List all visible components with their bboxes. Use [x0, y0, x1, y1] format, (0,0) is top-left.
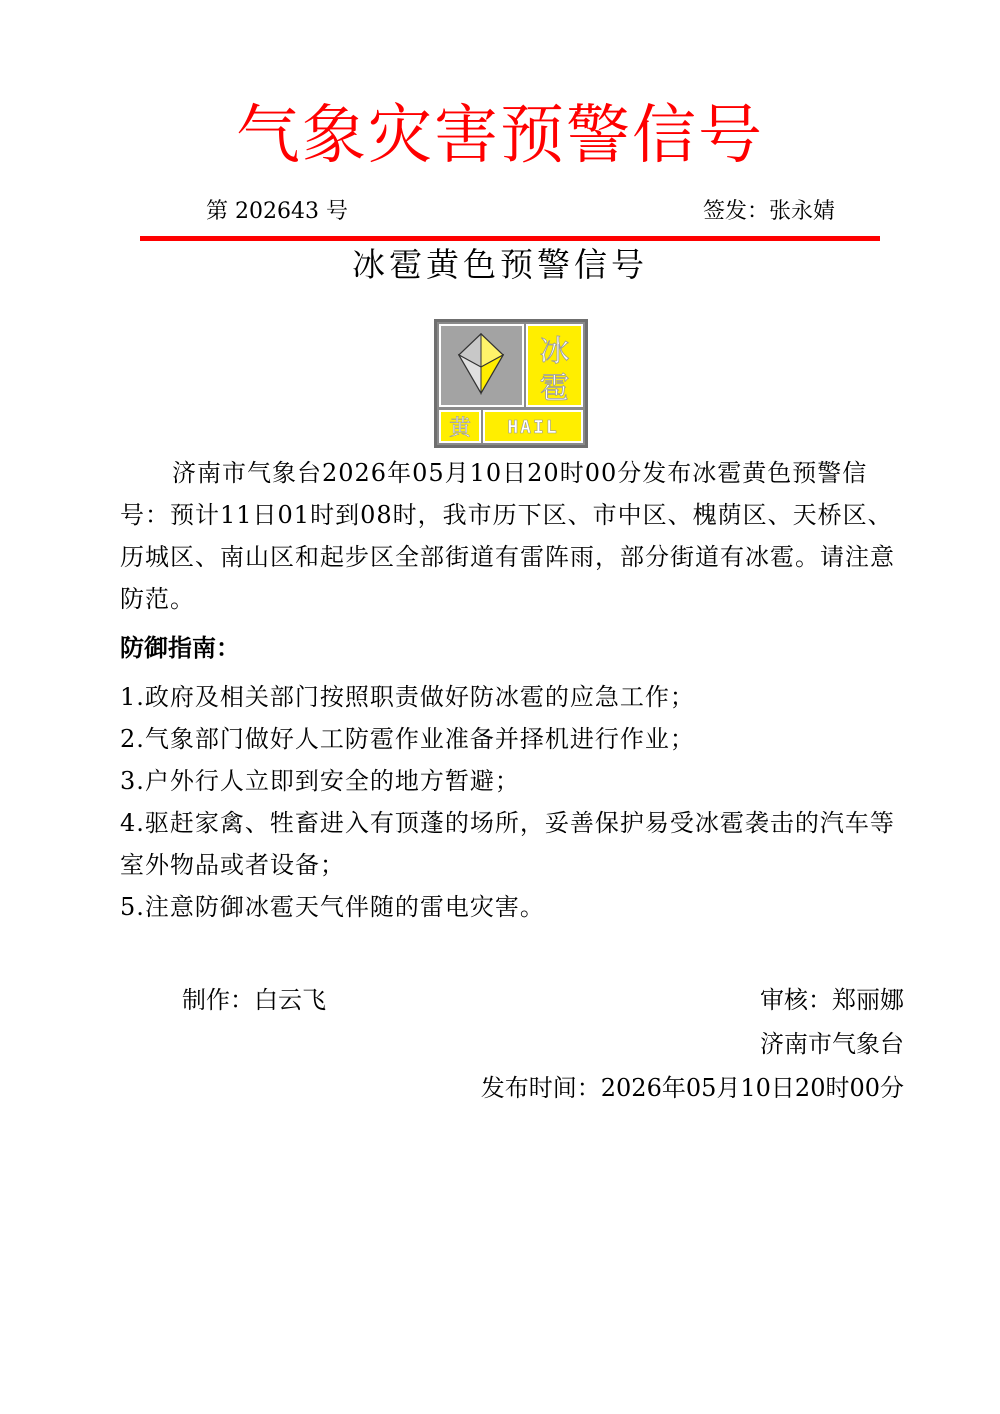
- icon-char-top: 冰: [539, 334, 570, 369]
- guide-item-3: 3.户外行人立即到安全的地方暂避；: [120, 767, 520, 795]
- publish-time: 发布时间：2026年05月10日20时00分: [480, 1074, 904, 1102]
- icon-level-char: 黄: [448, 416, 472, 441]
- defense-guide-list: [120, 676, 910, 928]
- guide-item-4: 4.驱赶家禽、牲畜进入有顶蓬的场所，妥善保护易受冰雹袭击的汽车等室外物品或者设备；: [120, 809, 895, 879]
- producer: 制作：白云飞: [182, 986, 326, 1014]
- reviewer: 审核：郑丽娜: [760, 986, 904, 1014]
- guide-item-2: 2.气象部门做好人工防雹作业准备并择机进行作业；: [120, 725, 695, 753]
- warning-paragraph: 济南市气象台2026年05月10日20时00分发布冰雹黄色预警信号：预计11日01时到08时，我市历下区、市中区、槐荫区、天桥区、历城区、南山区和起步区全部街道有雷阵雨，部分街道有冰雹。请注意防范。: [120, 459, 895, 613]
- guide-item-1: 1.政府及相关部门按照职责做好防冰雹的应急工作；: [120, 683, 695, 711]
- document-title: 气象灾害预警信号: [236, 99, 764, 173]
- guide-item-5: 5.注意防御冰雹天气伴随的雷电灾害。: [120, 893, 545, 921]
- warning-signal-graphic: [434, 319, 588, 448]
- defense-guide-title: 防御指南：: [120, 633, 240, 662]
- warning-title: 冰雹黄色预警信号: [352, 245, 648, 284]
- icon-char-bottom: 雹: [539, 371, 570, 406]
- signer-name: 张永婧: [769, 199, 836, 224]
- header-divider: [140, 236, 880, 241]
- issue-number: 第 202643 号: [206, 199, 348, 224]
- signer-label: 签发：: [703, 199, 770, 224]
- signer: [703, 198, 835, 226]
- icon-english-label: HAIL: [507, 417, 559, 438]
- issuing-agency: 济南市气象台: [760, 1030, 904, 1058]
- hail-yellow-warning-icon: [434, 319, 588, 448]
